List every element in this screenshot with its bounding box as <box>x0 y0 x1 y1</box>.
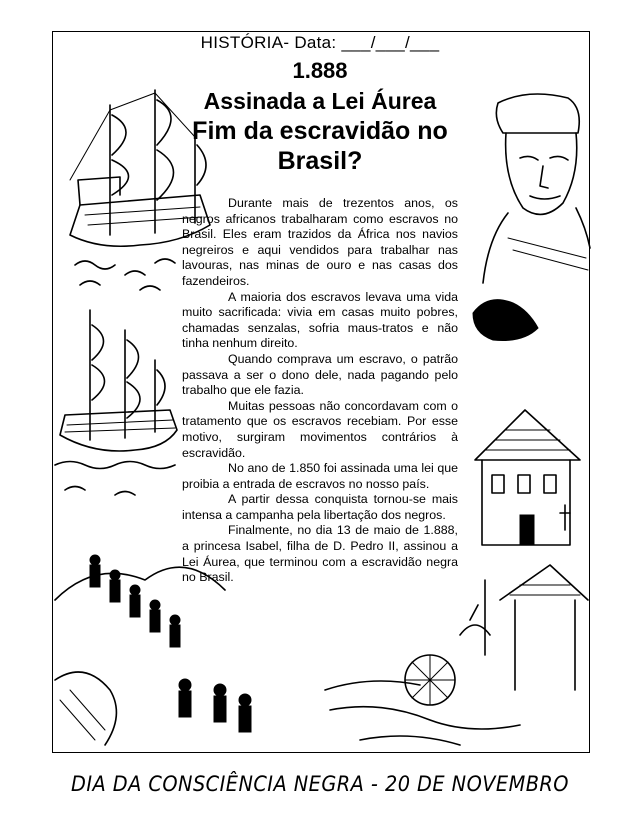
paragraph: A partir dessa conquista tornou-se mais intensa a campanha pela libertação dos negros. <box>182 492 458 522</box>
colonial-house-illustration <box>470 405 590 555</box>
title-line-3: Brasil? <box>277 147 363 175</box>
footer-caption: DIA DA CONSCIÊNCIA NEGRA - 20 DE NOVEMBRO <box>71 772 569 796</box>
title-year: 1.888 <box>292 58 348 83</box>
paragraph: Durante mais de trezentos anos, os negros africanos trabalharam como escravos no Brasil. Eles eram trazidos da África nos navios negreiros e aqui vendidos para trabalhar nas lavouras, nas minas de ouro e nas casas dos fazendeiros. <box>182 196 458 288</box>
paragraph: No ano de 1.850 foi assinada uma lei que proibia a entrada de escravos no nosso país. <box>182 461 458 491</box>
title-line-1: Assinada a Lei Áurea <box>203 88 437 114</box>
sugar-mill-illustration <box>320 560 590 750</box>
title-line-2: Fim da escravidão no <box>192 117 448 145</box>
caravel-illustration <box>55 300 180 515</box>
paragraph: A maioria dos escravos levava uma vida muito sacrificada: vivia em casas muito pobres, chamadas senzalas, sofria maus-tratos e não tinha nenhum direito. <box>182 289 458 351</box>
portrait-illustration <box>468 88 590 353</box>
worksheet-header: HISTÓRIA- Data: ___/___/___ <box>200 33 440 52</box>
paragraph: Quando comprava um escravo, o patrão passava a ser o dono dele, nada pagando pelo trabalho que ele fazia. <box>182 351 458 398</box>
body-text <box>182 196 458 586</box>
paragraph: Muitas pessoas não concordavam com o tratamento que os escravos recebiam. Por esse motivo, surgiram movimentos contrários à escravidão. <box>182 398 458 460</box>
paragraph: Finalmente, no dia 13 de maio de 1.888, a princesa Isabel, filha de D. Pedro II, assinou a Lei Áurea, que terminou com a escravidão negra no Brasil. <box>182 523 458 585</box>
